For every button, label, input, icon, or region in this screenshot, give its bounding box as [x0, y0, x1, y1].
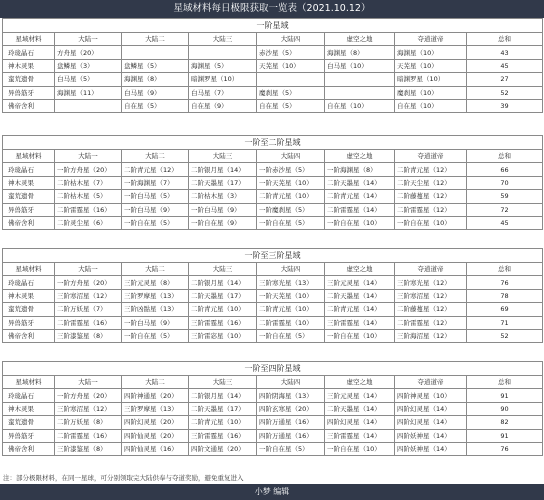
table-row	[3, 190, 543, 203]
table-cell: 一阶自在星（5）	[122, 216, 189, 229]
material-name: 异兽筋牙	[3, 86, 55, 99]
table-cell: 盘鳞星（5）	[122, 59, 189, 72]
table-cell: 二阶天墨星（14）	[325, 176, 395, 189]
column-header: 大陆三	[189, 33, 257, 46]
table-row	[3, 276, 543, 289]
section-caption: 一阶至三阶星域	[3, 249, 543, 263]
total-cell: 27	[467, 73, 543, 86]
section-caption: 一阶至二阶星域	[3, 136, 543, 150]
column-header: 夺道道帝	[395, 263, 467, 276]
table-cell: 四阶阴海星（13）	[257, 389, 325, 402]
table-cell: 三阶元灵星（14）	[325, 389, 395, 402]
table-row	[3, 329, 543, 342]
material-name: 异兽筋牙	[3, 316, 55, 329]
table-cell: 盘鳞星（3）	[55, 59, 122, 72]
table-cell: 二阶青元星（10）	[189, 416, 257, 429]
total-cell: 71	[467, 316, 543, 329]
table-cell: 一阶白马星（9）	[122, 316, 189, 329]
table-cell: 赤沙星（5）	[257, 46, 325, 59]
table-cell: 二阶枯木星（3）	[189, 190, 257, 203]
table-cell: 二阶银月星（14）	[189, 163, 257, 176]
table-cell: 二阶雷霆星（16）	[55, 203, 122, 216]
table-cell: 三阶雷霆星（16）	[189, 429, 257, 442]
material-name: 佛帝舍利	[3, 442, 55, 455]
section-table	[2, 361, 543, 456]
table-cell: 自在星（5）	[257, 99, 325, 112]
total-cell: 52	[467, 86, 543, 99]
total-cell: 43	[467, 46, 543, 59]
table-cell: 三阶雷霆星（14）	[325, 429, 395, 442]
column-header: 星域材料	[3, 33, 55, 46]
material-name: 异兽筋牙	[3, 203, 55, 216]
table-row	[3, 416, 543, 429]
column-header-row	[3, 33, 543, 46]
material-name: 神木灵果	[3, 176, 55, 189]
total-cell: 91	[467, 429, 543, 442]
table-row	[3, 216, 543, 229]
total-cell: 45	[467, 216, 543, 229]
table-row	[3, 176, 543, 189]
table-cell: 三阶凶骷星（13）	[122, 303, 189, 316]
table-cell: 一阶方舟星（20）	[55, 276, 122, 289]
material-name: 蛮荒遗骨	[3, 73, 55, 86]
table-cell: 二阶青元星（12）	[122, 163, 189, 176]
total-cell: 72	[467, 203, 543, 216]
column-header: 大陆四	[257, 33, 325, 46]
table-row	[3, 316, 543, 329]
table-cell: 二阶青元星（10）	[189, 303, 257, 316]
table-cell: 魔刹星（10）	[395, 86, 467, 99]
column-header-row	[3, 263, 543, 276]
table-cell: 二阶灵尘星（6）	[55, 216, 122, 229]
table-cell: 三阶寒沼星（12）	[395, 289, 467, 302]
total-cell: 91	[467, 389, 543, 402]
table-cell	[122, 46, 189, 59]
table-cell: 海渊星（11）	[55, 86, 122, 99]
table-row	[3, 59, 543, 72]
column-header-row	[3, 376, 543, 389]
table-cell: 二阶银月星（14）	[189, 389, 257, 402]
table-cell: 四阶仙灵星（20）	[122, 429, 189, 442]
table-cell: 四阶万通星（16）	[257, 416, 325, 429]
table-cell: 二阶雷霆星（12）	[395, 316, 467, 329]
table-cell: 四阶万通星（16）	[257, 429, 325, 442]
table-cell: 四阶幻灵星（14）	[395, 416, 467, 429]
table-cell: 一阶自在星（10）	[325, 442, 395, 455]
table-cell: 三阶元灵星（14）	[325, 276, 395, 289]
column-header: 大陆一	[55, 376, 122, 389]
material-name: 玲珑晶石	[3, 276, 55, 289]
table-cell: 一阶天芜星（10）	[257, 289, 325, 302]
table-cell: 二阶雷霆星（14）	[325, 203, 395, 216]
table-cell: 天芜星（10）	[395, 59, 467, 72]
table-cell: 二阶雷霆星（16）	[55, 429, 122, 442]
table-cell	[325, 86, 395, 99]
table-cell: 二阶天墨星（17）	[189, 289, 257, 302]
table-cell: 一阶自在星（9）	[189, 216, 257, 229]
table-row	[3, 303, 543, 316]
column-header: 大陆二	[122, 263, 189, 276]
table-cell: 二阶万妖星（7）	[55, 303, 122, 316]
table-row	[3, 203, 543, 216]
section-table	[2, 18, 543, 113]
table-cell: 三阶漆鉴星（8）	[55, 442, 122, 455]
total-cell: 52	[467, 329, 543, 342]
table-cell: 二阶藤蔓星（12）	[395, 303, 467, 316]
column-header: 虚空之地	[325, 33, 395, 46]
table-cell: 一阶海渊星（7）	[122, 176, 189, 189]
table-cell: 三阶寒沼星（12）	[55, 289, 122, 302]
total-cell: 39	[467, 99, 543, 112]
column-header: 大陆一	[55, 150, 122, 163]
column-header: 虚空之地	[325, 263, 395, 276]
table-row	[3, 429, 543, 442]
table-cell: 二阶雷霆星（10）	[257, 316, 325, 329]
table-cell: 一阶白马星（5）	[122, 190, 189, 203]
table-cell: 二阶青元星（10）	[257, 190, 325, 203]
table-row	[3, 73, 543, 86]
table-row	[3, 46, 543, 59]
section-caption: 一阶至四阶星域	[3, 362, 543, 376]
table-cell: 自在星（10）	[325, 99, 395, 112]
table-cell: 三阶寒光星（12）	[395, 276, 467, 289]
table-cell: 三阶雷霆星（16）	[189, 316, 257, 329]
table-cell: 二阶枯木星（7）	[55, 176, 122, 189]
column-header: 夺道道帝	[395, 376, 467, 389]
table-cell: 四阶幻灵星（14）	[325, 416, 395, 429]
page-title: 星域材料每日极限获取一览表（2021.10.12）	[0, 0, 544, 18]
column-header: 星域材料	[3, 376, 55, 389]
table-cell: 白马星（5）	[55, 73, 122, 86]
table-cell: 三阶雷宓星（10）	[189, 329, 257, 342]
table-cell: 自在星（10）	[395, 99, 467, 112]
table-row	[3, 442, 543, 455]
material-name: 异兽筋牙	[3, 429, 55, 442]
table-cell: 二阶枯木星（5）	[55, 190, 122, 203]
table-cell: 白马星（10）	[325, 59, 395, 72]
table-cell: 一阶自在星（5）	[257, 442, 325, 455]
column-header: 大陆二	[122, 376, 189, 389]
table-cell: 二阶青元星（14）	[325, 190, 395, 203]
total-cell: 90	[467, 402, 543, 415]
table-cell: 二阶万妖星（8）	[55, 416, 122, 429]
table-cell: 自在星（5）	[122, 99, 189, 112]
table-row	[3, 163, 543, 176]
table-cell: 暗渊罗星（10）	[395, 73, 467, 86]
table-cell: 魔刹星（5）	[257, 86, 325, 99]
table-cell: 四阶文通星（20）	[189, 442, 257, 455]
material-name: 蛮荒遗骨	[3, 190, 55, 203]
column-header: 夺道道帝	[395, 33, 467, 46]
material-name: 佛帝舍利	[3, 329, 55, 342]
table-cell	[257, 73, 325, 86]
table-cell: 三阶罗摩星（13）	[122, 402, 189, 415]
table-cell: 二阶雷霆星（16）	[55, 316, 122, 329]
table-cell: 一阶白马星（9）	[122, 203, 189, 216]
table-cell: 四阶幻灵星（14）	[395, 402, 467, 415]
table-cell: 一阶自在星（10）	[325, 216, 395, 229]
table-cell: 一阶方舟星（20）	[55, 163, 122, 176]
total-cell: 69	[467, 303, 543, 316]
table-cell	[189, 46, 257, 59]
column-header: 大陆四	[257, 150, 325, 163]
table-cell: 四阶仙灵星（16）	[122, 442, 189, 455]
table-cell: 三阶雷霆星（14）	[325, 316, 395, 329]
table-cell: 二阶青元星（12）	[395, 163, 467, 176]
material-name: 神木灵果	[3, 289, 55, 302]
material-name: 佛帝舍利	[3, 216, 55, 229]
material-name: 神木灵果	[3, 59, 55, 72]
section-caption: 一阶星域	[3, 19, 543, 33]
total-cell: 70	[467, 176, 543, 189]
table-cell: 二阶青元星（10）	[257, 303, 325, 316]
column-header-row	[3, 150, 543, 163]
column-header: 星域材料	[3, 263, 55, 276]
column-header: 总和	[467, 263, 543, 276]
table-cell: 海渊星（10）	[395, 46, 467, 59]
material-name: 玲珑晶石	[3, 163, 55, 176]
table-cell: 二阶天墨星（17）	[189, 176, 257, 189]
table-cell: 三阶寒光星（13）	[257, 276, 325, 289]
column-header: 大陆一	[55, 33, 122, 46]
table-cell: 暗渊罗星（10）	[189, 73, 257, 86]
column-header: 虚空之地	[325, 376, 395, 389]
column-header: 总和	[467, 33, 543, 46]
total-cell: 78	[467, 289, 543, 302]
editor-credit: 小梦 编辑	[0, 484, 544, 500]
table-cell: 一阶赤沙星（5）	[257, 163, 325, 176]
table-cell: 四阶神灵星（10）	[395, 389, 467, 402]
table-cell: 海渊星（8）	[122, 73, 189, 86]
table-cell: 二阶银月星（14）	[189, 276, 257, 289]
column-header: 大陆四	[257, 263, 325, 276]
column-header: 大陆一	[55, 263, 122, 276]
material-name: 蛮荒遗骨	[3, 303, 55, 316]
material-name: 佛帝舍利	[3, 99, 55, 112]
table-cell: 二阶天墨星（14）	[325, 402, 395, 415]
column-header: 大陆三	[189, 263, 257, 276]
column-header: 大陆二	[122, 33, 189, 46]
column-header: 总和	[467, 150, 543, 163]
footnote: 注：部分极限材料，在同一星球，可分别领取完大陆供奉与夺道奖励，避免重复进入	[3, 474, 244, 482]
table-cell: 一阶白马星（9）	[189, 203, 257, 216]
section-table	[2, 248, 543, 343]
table-cell: 一阶自在星（10）	[395, 216, 467, 229]
table-cell: 一阶海渊星（8）	[325, 163, 395, 176]
table-cell	[55, 99, 122, 112]
table-row	[3, 86, 543, 99]
total-cell: 76	[467, 442, 543, 455]
material-name: 神木灵果	[3, 402, 55, 415]
total-cell: 76	[467, 276, 543, 289]
table-cell: 海渊星（5）	[189, 59, 257, 72]
table-cell: 二阶天墨星（14）	[325, 289, 395, 302]
table-cell	[325, 73, 395, 86]
table-row	[3, 289, 543, 302]
table-cell: 四阶妖神星（14）	[395, 429, 467, 442]
table-row	[3, 389, 543, 402]
table-cell: 一阶自在星（10）	[325, 329, 395, 342]
column-header: 总和	[467, 376, 543, 389]
table-cell: 一阶方舟星（20）	[55, 389, 122, 402]
column-header: 大陆二	[122, 150, 189, 163]
table-cell: 三阶寒沼星（12）	[55, 402, 122, 415]
table-row	[3, 99, 543, 112]
table-cell: 一阶魔刹星（5）	[257, 203, 325, 216]
total-cell: 82	[467, 416, 543, 429]
total-cell: 66	[467, 163, 543, 176]
column-header: 夺道道帝	[395, 150, 467, 163]
column-header: 星域材料	[3, 150, 55, 163]
material-name: 玲珑晶石	[3, 389, 55, 402]
total-cell: 45	[467, 59, 543, 72]
material-name: 玲珑晶石	[3, 46, 55, 59]
table-cell: 二阶青元星（14）	[325, 303, 395, 316]
total-cell: 59	[467, 190, 543, 203]
table-cell: 三阶罗摩星（13）	[122, 289, 189, 302]
table-cell: 一阶天芜星（10）	[257, 176, 325, 189]
table-cell: 一阶自在星（5）	[257, 216, 325, 229]
table-cell: 四阶妖神星（14）	[395, 442, 467, 455]
section-table	[2, 135, 543, 230]
table-cell: 二阶天墨星（17）	[189, 402, 257, 415]
table-cell: 四阶神通星（20）	[122, 389, 189, 402]
table-cell: 四阶玄寒星（20）	[257, 402, 325, 415]
table-cell: 三阶元灵星（8）	[122, 276, 189, 289]
table-cell: 一阶自在星（5）	[122, 329, 189, 342]
table-cell: 二阶天尘星（12）	[395, 176, 467, 189]
table-cell: 二阶雷霆星（12）	[395, 203, 467, 216]
table-cell: 二阶藤蔓星（12）	[395, 190, 467, 203]
table-cell: 天芜星（10）	[257, 59, 325, 72]
column-header: 大陆三	[189, 376, 257, 389]
table-cell: 四阶幻灵星（20）	[122, 416, 189, 429]
column-header: 虚空之地	[325, 150, 395, 163]
table-cell: 一阶自在星（5）	[257, 329, 325, 342]
table-cell: 三阶海沼星（12）	[395, 329, 467, 342]
table-cell: 白马星（9）	[122, 86, 189, 99]
table-cell: 三阶漆鉴星（8）	[55, 329, 122, 342]
table-cell: 白马星（7）	[189, 86, 257, 99]
table-row	[3, 402, 543, 415]
column-header: 大陆四	[257, 376, 325, 389]
table-cell: 海渊星（8）	[325, 46, 395, 59]
table-cell: 方舟星（20）	[55, 46, 122, 59]
table-cell: 自在星（9）	[189, 99, 257, 112]
material-name: 蛮荒遗骨	[3, 416, 55, 429]
column-header: 大陆三	[189, 150, 257, 163]
